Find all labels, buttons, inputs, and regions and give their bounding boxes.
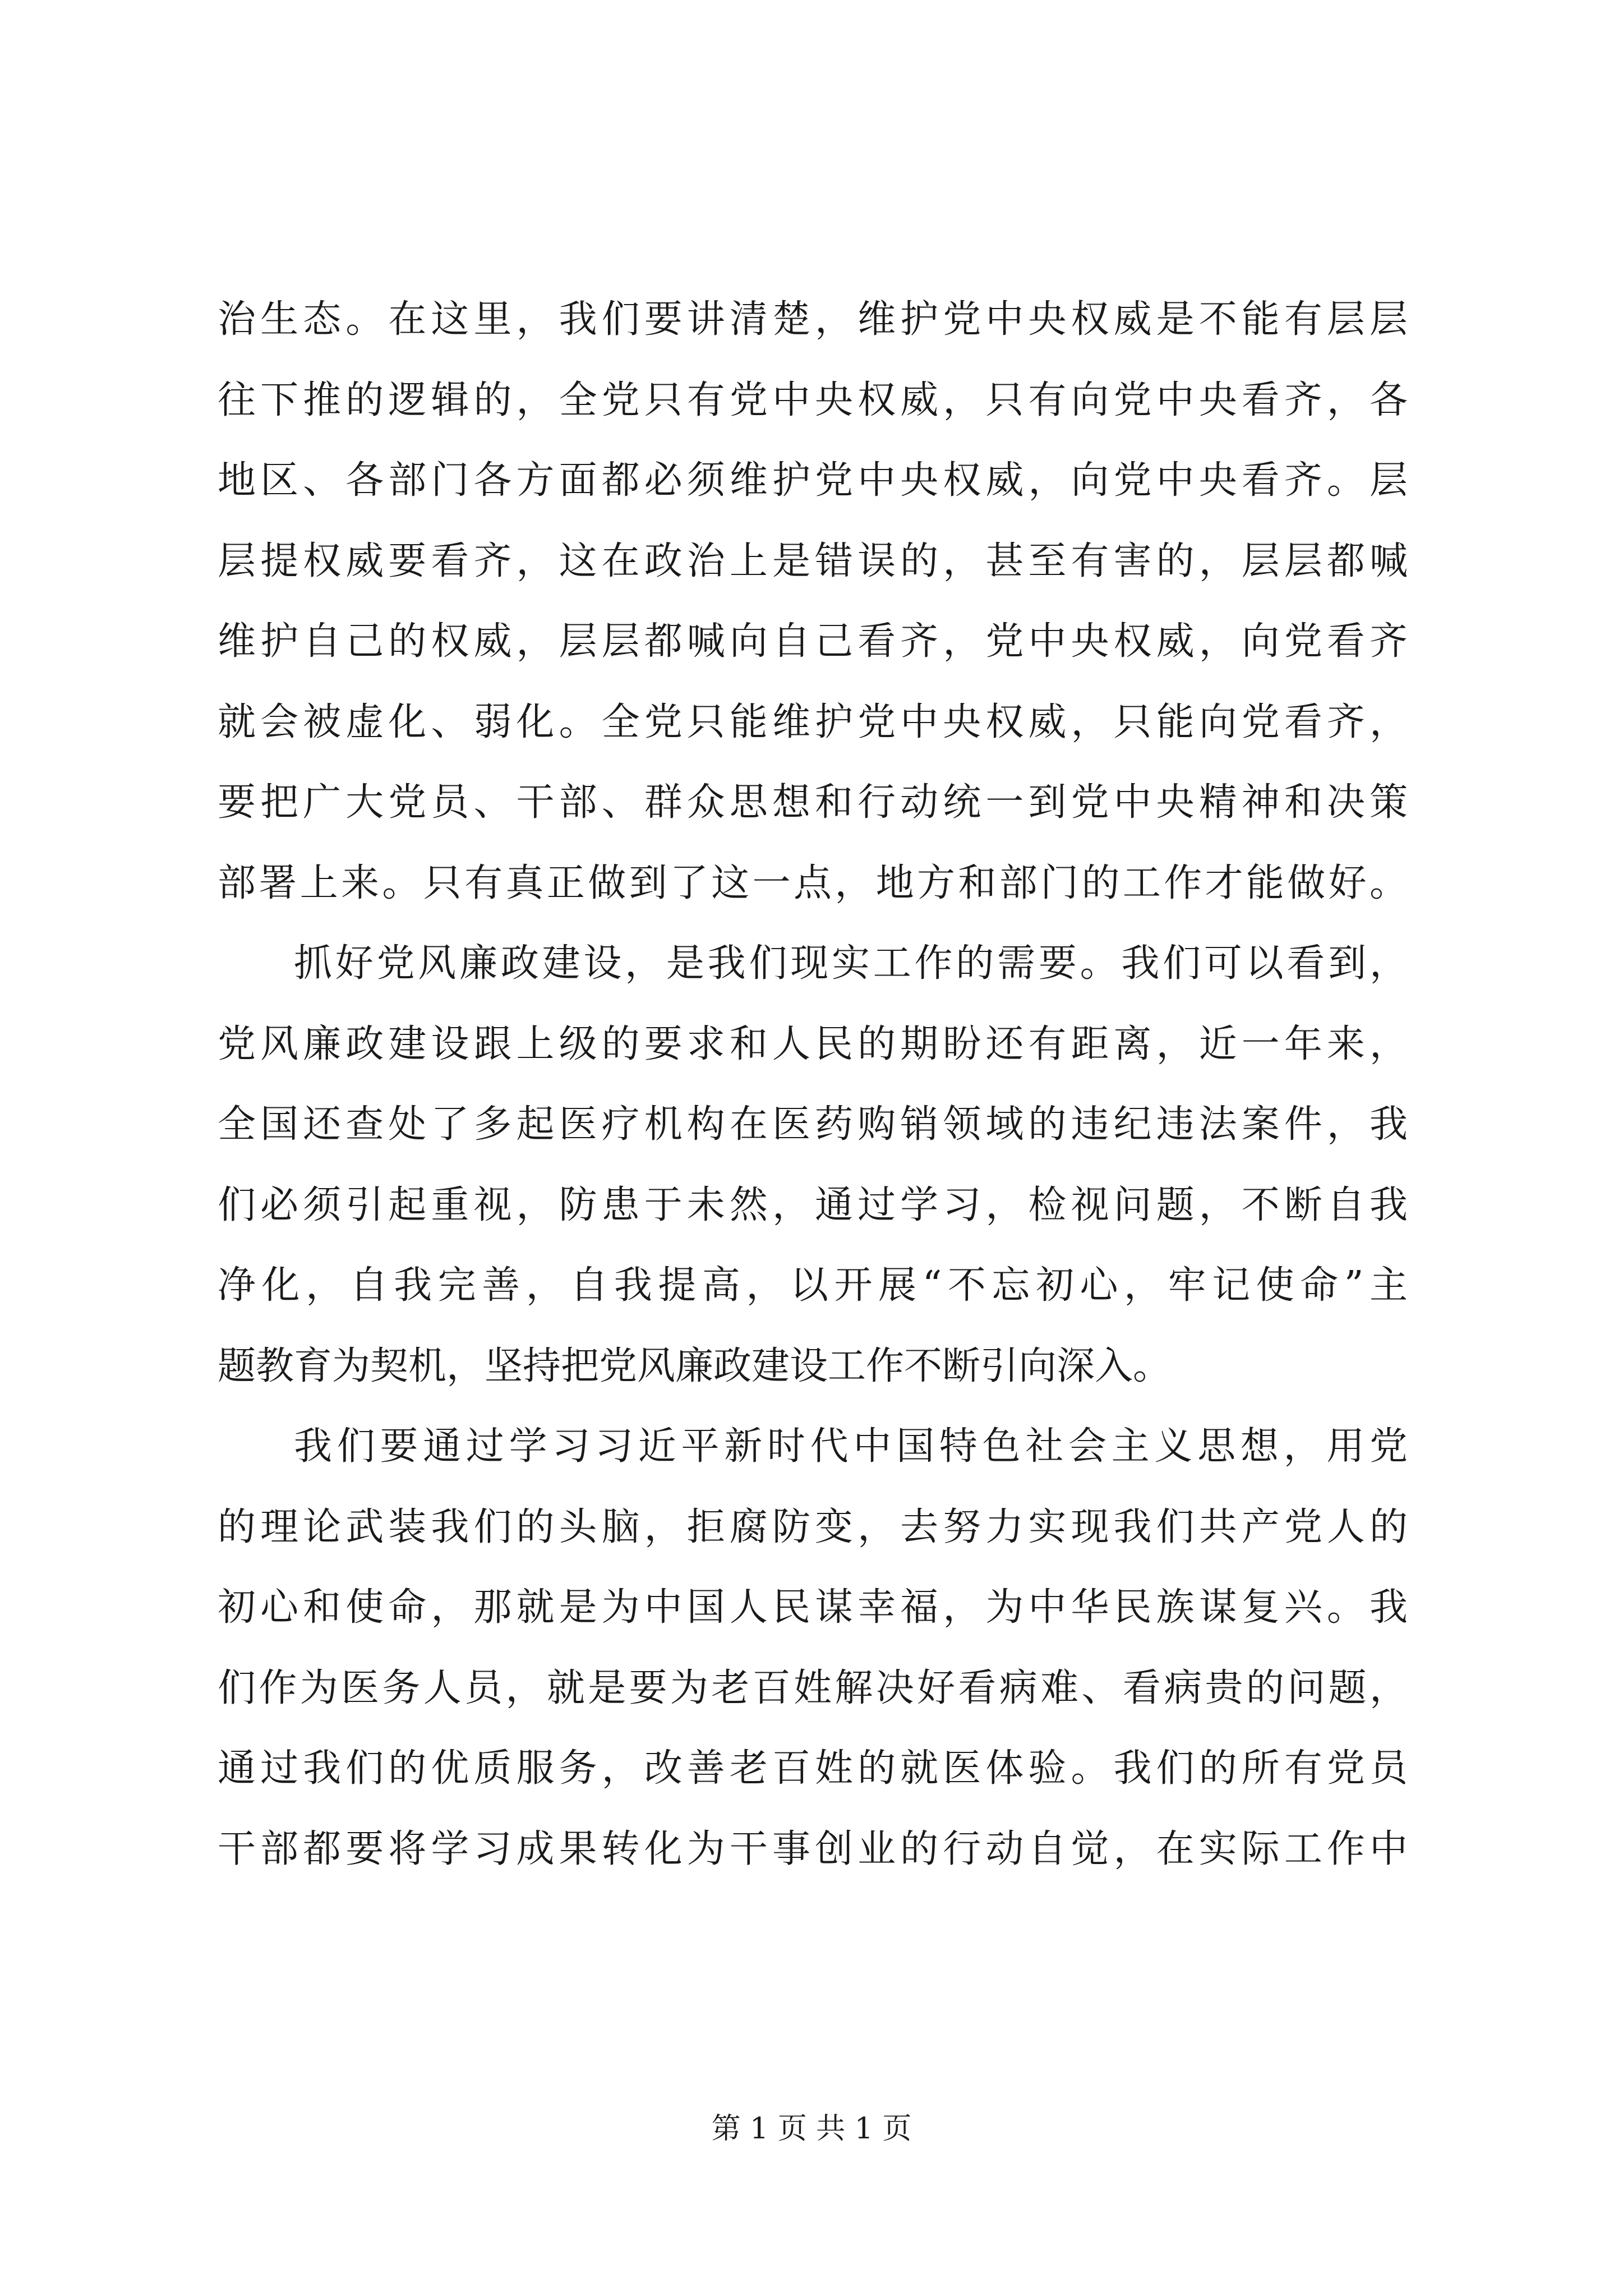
paragraph-1	[218, 279, 1408, 923]
text-line: 就会被虚化、弱化。全党只能维护党中央权威，只能向党看齐，	[218, 700, 1408, 744]
text-line: 部署上来。只有真正做到了这一点，地方和部门的工作才能做好。	[218, 861, 1408, 905]
paragraph-3	[218, 1406, 1408, 1889]
text-line: 们作为医务人员，就是要为老百姓解决好看病难、看病贵的问题，	[218, 1665, 1408, 1710]
text-line: 层提权威要看齐，这在政治上是错误的，甚至有害的，层层都喊	[218, 539, 1408, 583]
text-line: 净化，自我完善，自我提高，以开展“不忘初心，牢记使命”主	[218, 1263, 1408, 1308]
text-line: 的理论武装我们的头脑，拒腐防变，去努力实现我们共产党人的	[218, 1504, 1408, 1549]
text-line: 们必须引起重视，防患于未然，通过学习，检视问题，不断自我	[218, 1182, 1408, 1227]
text-line: 题教育为契机，坚持把党风廉政建设工作不断引向深入。	[218, 1343, 1172, 1388]
text-line: 地区、各部门各方面都必须维护党中央权威，向党中央看齐。层	[218, 458, 1408, 503]
text-line: 抓好党风廉政建设，是我们现实工作的需要。我们可以看到，	[294, 941, 1408, 986]
text-line: 治生态。在这里，我们要讲清楚，维护党中央权威是不能有层层	[218, 297, 1408, 342]
text-line: 干部都要将学习成果转化为干事创业的行动自觉，在实际工作中	[218, 1826, 1408, 1871]
paragraph-2	[218, 923, 1408, 1406]
text-line: 要把广大党员、干部、群众思想和行动统一到党中央精神和决策	[218, 780, 1408, 825]
text-line: 通过我们的优质服务，改善老百姓的就医体验。我们的所有党员	[218, 1746, 1408, 1791]
text-line: 维护自己的权威，层层都喊向自己看齐，党中央权威，向党看齐	[218, 619, 1408, 664]
text-line: 全国还查处了多起医疗机构在医药购销领域的违纪违法案件，我	[218, 1102, 1408, 1147]
page-number-footer: 第 1 页 共 1 页	[711, 2112, 912, 2146]
text-line: 初心和使命，那就是为中国人民谋幸福，为中华民族谋复兴。我	[218, 1585, 1408, 1630]
document-body	[218, 279, 1408, 1889]
text-line: 党风廉政建设跟上级的要求和人民的期盼还有距离，近一年来，	[218, 1022, 1408, 1066]
text-line: 往下推的逻辑的，全党只有党中央权威，只有向党中央看齐，各	[218, 378, 1408, 422]
text-line: 我们要通过学习习近平新时代中国特色社会主义思想，用党	[294, 1424, 1408, 1469]
